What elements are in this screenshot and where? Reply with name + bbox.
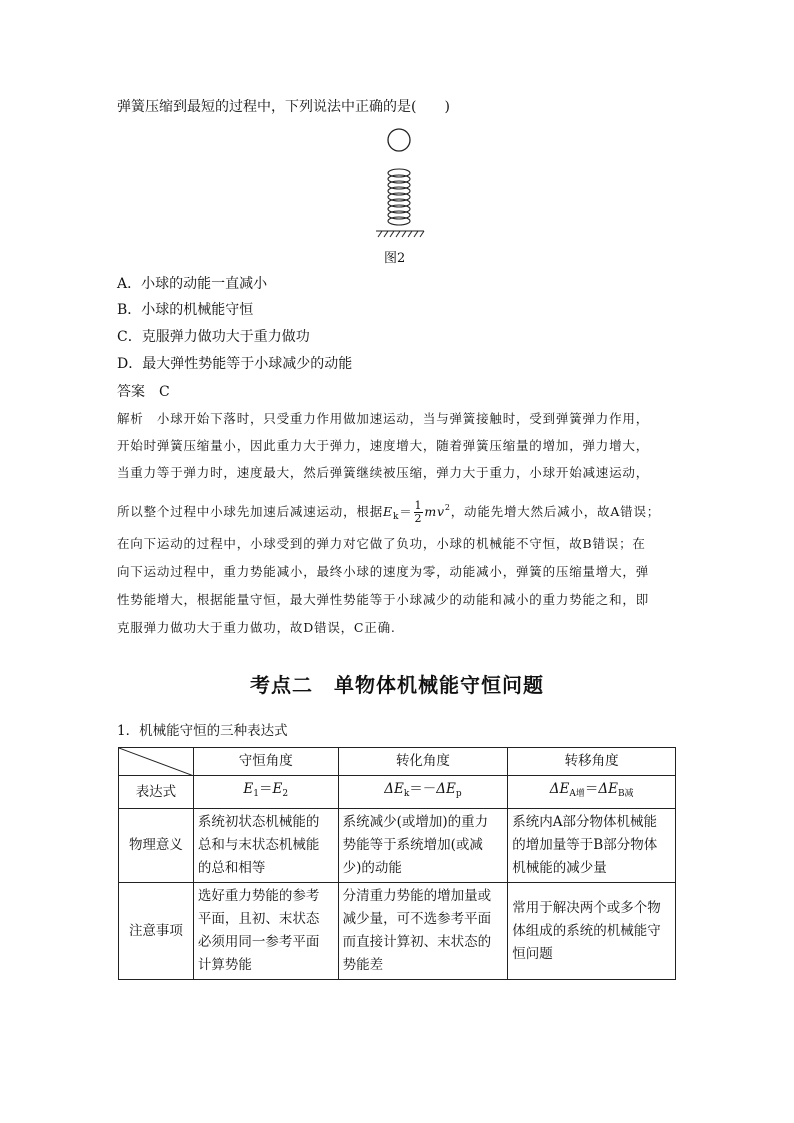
section-heading: 考点二 单物体机械能守恒问题 bbox=[250, 673, 544, 697]
expr-operator: ＝ bbox=[258, 781, 273, 797]
notes-transfer bbox=[508, 883, 676, 980]
analysis-line-1: 解析 小球开始下落时，只受重力作用做加速运动，当与弹簧接触时，受到弹簧弹力作用， bbox=[117, 411, 650, 426]
mv-superscript: 2 bbox=[444, 503, 451, 512]
cell-line: 而直接计算初、末状态的 bbox=[342, 934, 492, 950]
cell-line: 系统初状态机械能的 bbox=[197, 814, 320, 830]
cell-line: 分清重力势能的增加量或 bbox=[342, 888, 492, 904]
cell-line: 必须用同一参考平面 bbox=[197, 934, 320, 950]
expr-operator: ＝ bbox=[584, 781, 599, 797]
cell-line: 势能等于系统增加(或减 bbox=[342, 837, 483, 853]
cell-line: 系统内A部分物体机械能 bbox=[512, 814, 658, 830]
cell-line: 机械能的减少量 bbox=[512, 860, 607, 876]
analysis-line-6: 向下运动过程中，重力势能减小，最终小球的速度为零，动能减小，弹簧的压缩量增大，弹 bbox=[117, 564, 650, 579]
notes-conversion bbox=[338, 883, 508, 980]
cell-line: 总和与末状态机械能 bbox=[197, 837, 320, 853]
row-label-meaning: 物理意义 bbox=[119, 809, 194, 883]
option-b: B．小球的机械能守恒 bbox=[117, 302, 254, 318]
cell-line: 恒问题 bbox=[512, 945, 553, 962]
ek-equals: ＝ bbox=[399, 504, 413, 519]
expr-subscript: B减 bbox=[617, 789, 634, 799]
cell-line: 的增加量等于B部分物体 bbox=[512, 837, 658, 853]
meaning-conversion bbox=[338, 809, 508, 883]
expr-symbol: ΔE bbox=[549, 781, 570, 797]
cell-line: 常用于解决两个或多个物 bbox=[512, 899, 661, 916]
ek-subscript: k bbox=[392, 512, 400, 522]
expr-transfer bbox=[508, 776, 676, 809]
expr-operator: ＝－ bbox=[409, 781, 437, 797]
analysis-line-2: 开始时弹簧压缩量小，因此重力大于弹力，速度增大，随着弹簧压缩量的增加，弹力增大， bbox=[117, 438, 650, 453]
analysis-line-4-post: ，动能先增大然后减小，故A错误； bbox=[450, 504, 661, 519]
expr-symbol: ΔE bbox=[436, 781, 456, 797]
figure-caption: 图2 bbox=[384, 251, 406, 266]
header-transfer: 转移角度 bbox=[508, 748, 676, 776]
header-conservation: 守恒角度 bbox=[193, 748, 338, 776]
answer-label: 答案 C bbox=[117, 384, 170, 400]
expr-conversion bbox=[338, 776, 508, 809]
cell-line: 的总和相等 bbox=[197, 860, 266, 876]
expr-symbol: E bbox=[272, 781, 283, 797]
cell-line: 势能差 bbox=[342, 957, 384, 973]
analysis-line-8: 克服弹力做功大于重力做功，故D错误，C正确. bbox=[117, 620, 396, 635]
question-stem: 弹簧压缩到最短的过程中，下列说法中正确的是( ) bbox=[117, 99, 450, 115]
analysis-line-7: 性势能增大，根据能量守恒，最大弹性势能等于小球减少的动能和减小的重力势能之和，即 bbox=[117, 592, 650, 607]
expr-subscript: k bbox=[403, 789, 410, 799]
cell-line: 计算势能 bbox=[197, 957, 252, 973]
analysis-line-4-pre: 所以整个过程中小球先加速后减速运动，根据 bbox=[117, 504, 384, 519]
fraction-denominator: 2 bbox=[414, 512, 423, 525]
meaning-conservation bbox=[193, 809, 338, 883]
expr-subscript: A增 bbox=[569, 789, 585, 799]
fraction-numerator: 1 bbox=[414, 499, 423, 512]
analysis-line-3: 当重力等于弹力时，速度最大，然后弹簧继续被压缩，弹力大于重力，小球开始减速运动， bbox=[117, 465, 650, 480]
section-subheading: 1．机械能守恒的三种表达式 bbox=[117, 723, 288, 739]
expr-subscript: p bbox=[455, 789, 462, 799]
ground-icon bbox=[376, 231, 424, 237]
expr-symbol: ΔE bbox=[384, 781, 404, 797]
expr-subscript: 1 bbox=[253, 789, 259, 799]
notes-conservation bbox=[193, 883, 338, 980]
expr-symbol: ΔE bbox=[598, 781, 618, 797]
expr-symbol: E bbox=[243, 781, 254, 797]
table-row bbox=[119, 883, 676, 980]
cell-line: 平面，且初、末状态 bbox=[197, 911, 320, 927]
diagonal-corner-cell bbox=[119, 748, 194, 776]
analysis-line-5: 在向下运动的过程中，小球受到的弹力对它做了负功，小球的机械能不守恒，故B错误；在 bbox=[117, 536, 646, 551]
option-d: D．最大弹性势能等于小球减少的动能 bbox=[117, 356, 353, 372]
expression-table bbox=[118, 747, 676, 980]
cell-line: 少)的动能 bbox=[342, 860, 402, 876]
table-header-row bbox=[119, 748, 676, 776]
spring-icon bbox=[388, 169, 410, 225]
cell-line: 系统减少(或增加)的重力 bbox=[342, 814, 489, 830]
analysis-line-4 bbox=[117, 499, 660, 526]
cell-line: 选好重力势能的参考 bbox=[197, 888, 320, 904]
table-row bbox=[119, 776, 676, 809]
cell-line: 体组成的系统的机械能守 bbox=[512, 922, 661, 939]
ek-symbol: E bbox=[383, 504, 393, 519]
row-label-expression: 表达式 bbox=[119, 776, 194, 809]
row-label-notes: 注意事项 bbox=[119, 883, 194, 980]
expr-conservation bbox=[193, 776, 338, 809]
ball-spring-figure bbox=[370, 127, 430, 239]
table-row bbox=[119, 809, 676, 883]
mv-symbol: mv bbox=[424, 504, 445, 519]
meaning-transfer bbox=[508, 809, 676, 883]
option-c: C．克服弹力做功大于重力做功 bbox=[117, 329, 310, 345]
header-conversion: 转化角度 bbox=[338, 748, 508, 776]
cell-line: 减少量，可不选参考平面 bbox=[342, 911, 492, 927]
ball-icon bbox=[388, 129, 410, 151]
diagonal-line-icon bbox=[119, 748, 194, 776]
half-fraction bbox=[414, 500, 424, 525]
expr-subscript: 2 bbox=[282, 789, 289, 799]
option-a: A．小球的动能一直减小 bbox=[117, 276, 268, 292]
